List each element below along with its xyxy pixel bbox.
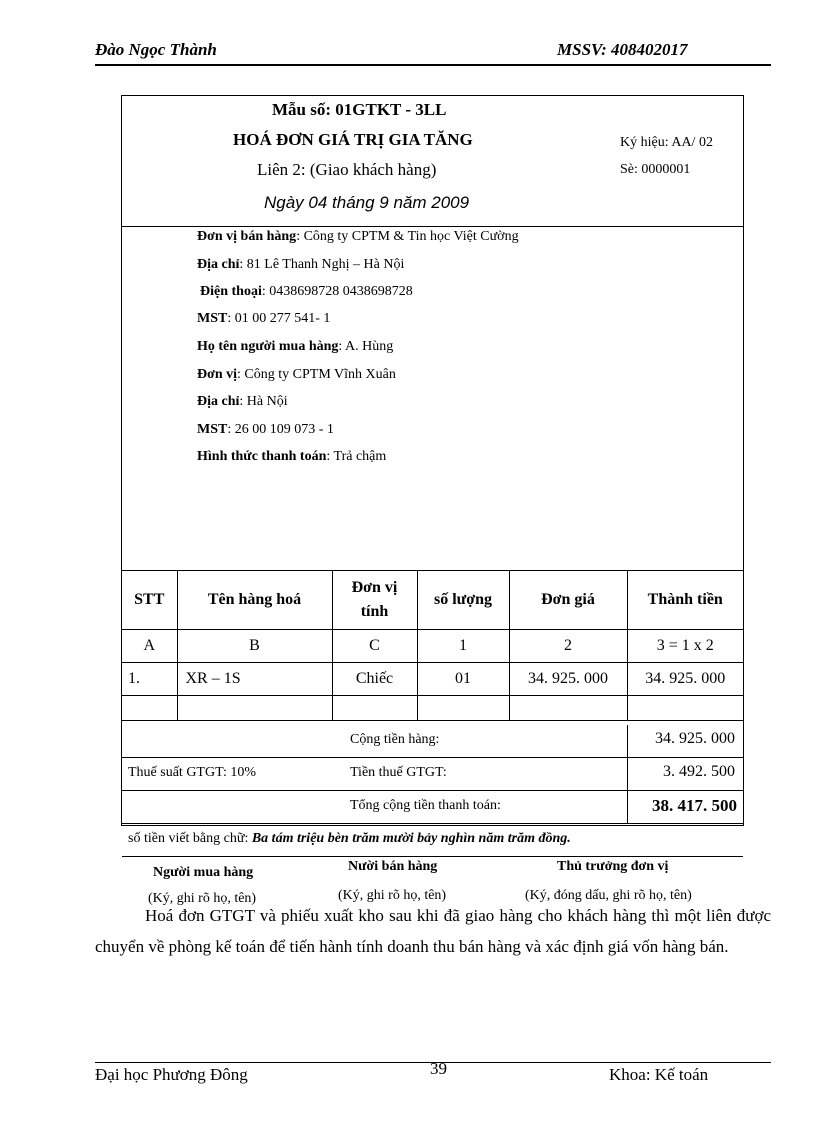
amount-in-words — [128, 831, 571, 847]
invoice-title: HOÁ ĐƠN GIÁ TRỊ GIA TĂNG — [233, 130, 473, 149]
code-cell: 3 = 1 x 2 — [627, 630, 743, 663]
seller-row — [197, 229, 519, 245]
seller-signature-note: (Ký, ghi rõ họ, tên) — [338, 888, 447, 903]
col-header-quantity: số lượng — [417, 571, 509, 630]
code-cell: C — [332, 630, 417, 663]
student-id: MSSV: 408402017 — [557, 40, 688, 59]
col-header-amount: Thành tiền — [627, 571, 743, 630]
body-paragraph — [95, 900, 771, 962]
amount-in-words-row — [122, 824, 743, 857]
items-table — [122, 571, 743, 721]
buyer-label: Họ tên người mua hàng — [197, 339, 339, 354]
row-item-name: XR – 1S — [177, 663, 332, 696]
buyer-unit-label: Đơn vị — [197, 367, 238, 382]
buyer-address: : Hà Nội — [239, 394, 288, 409]
phone-label: Điện thoại — [200, 284, 262, 299]
code-cell: A — [122, 630, 177, 663]
seller-tax-code: : 01 00 277 541- 1 — [227, 311, 331, 326]
footer-faculty: Khoa: Kế toán — [609, 1065, 709, 1084]
row-unit: Chiếc — [332, 663, 417, 696]
footer-university: Đại học Phương Đông — [95, 1065, 248, 1084]
seller-name: : Công ty CPTM & Tin học Việt Cường — [296, 229, 519, 244]
seller-address: : 81 Lê Thanh Nghị – Hà Nội — [239, 257, 405, 272]
col-header-unit — [332, 571, 417, 630]
seller-label: Đơn vị bán hàng — [197, 229, 297, 244]
seller-tax-row — [197, 311, 330, 327]
table-row-empty — [122, 696, 743, 721]
payment-row — [197, 449, 386, 465]
total-row — [122, 791, 743, 824]
seller-address-row — [197, 257, 404, 273]
author-name: Đào Ngọc Thành — [95, 40, 217, 59]
vat-rate: Thuế suất GTGT: 10% — [128, 765, 256, 780]
page-footer — [95, 1059, 771, 1084]
code-cell: 1 — [417, 630, 509, 663]
invoice-serial: Sè: 0000001 — [620, 162, 691, 177]
page-number: 39 — [430, 1059, 447, 1078]
col-header-price: Đơn giá — [509, 571, 627, 630]
invoice-copy: Liên 2: (Giao khách hàng) — [257, 160, 437, 179]
buyer-tax-label: MST — [197, 422, 228, 437]
buyer-signature-title: Người mua hàng — [153, 865, 254, 880]
phone-row — [200, 284, 413, 300]
col-header-name: Tên hàng hoá — [177, 571, 332, 630]
row-unit-price: 34. 925. 000 — [509, 663, 627, 696]
row-stt: 1. — [122, 663, 177, 696]
payment-method: : Trả chậm — [326, 449, 387, 464]
vat-label: Tiền thuế GTGT: — [350, 765, 447, 780]
buyer-address-row — [197, 394, 288, 410]
payment-label: Hình thức thanh toán — [197, 449, 327, 464]
total-value: 38. 417. 500 — [652, 796, 737, 815]
code-cell: B — [177, 630, 332, 663]
head-signature-title: Thủ trưởng đơn vị — [557, 859, 669, 874]
seller-signature-title: Nười bán hàng — [348, 859, 438, 874]
words-value: Ba tám triệu bèn trăm mười bảy nghìn năm trăm đồng. — [251, 831, 571, 846]
col-header-unit-line2: tính — [360, 603, 389, 620]
col-header-unit-line1: Đơn vị — [351, 579, 398, 596]
vat-value: 3. 492. 500 — [663, 763, 735, 780]
form-number: Mẫu số: 01GTKT - 3LL — [272, 100, 447, 119]
col-header-stt: STT — [122, 571, 177, 630]
seller-address-label: Địa chỉ — [197, 257, 240, 272]
subtotal-row — [122, 725, 743, 758]
table-code-row — [122, 630, 743, 663]
subtotal-label: Cộng tiền hàng: — [350, 732, 440, 747]
buyer-unit: : Công ty CPTM Vĩnh Xuân — [237, 367, 396, 382]
buyer-tax-row — [197, 422, 334, 438]
row-amount: 34. 925. 000 — [627, 663, 743, 696]
buyer-row — [197, 339, 393, 355]
seller-tax-label: MST — [197, 311, 228, 326]
buyer-tax-code: : 26 00 109 073 - 1 — [227, 422, 334, 437]
party-info-section — [122, 227, 743, 571]
page-header — [95, 38, 771, 66]
invoice-symbol: Ký hiệu: AA/ 02 — [620, 135, 713, 150]
phone-value: : 0438698728 0438698728 — [261, 284, 413, 299]
code-cell: 2 — [509, 630, 627, 663]
vat-row — [122, 758, 743, 791]
buyer-address-label: Địa chỉ — [197, 394, 240, 409]
invoice-date: Ngày 04 tháng 9 năm 2009 — [264, 193, 470, 212]
body-text: Hoá đơn GTGT và phiếu xuất kho sau khi đã giao hàng cho khách hàng thì một liên được chuyển về phòng kế toán để tiến hành tính doanh thu bán hàng và xác định giá vốn hàng bán. — [95, 906, 771, 956]
table-row — [122, 663, 743, 696]
buyer-name: : A. Hùng — [338, 339, 394, 354]
words-label: số tiền viết bằng chữ: — [128, 831, 252, 846]
row-quantity: 01 — [417, 663, 509, 696]
buyer-unit-row — [197, 367, 396, 383]
invoice-title-section — [122, 96, 743, 227]
vat-invoice — [121, 95, 744, 906]
buyer-signature-note: (Ký, ghi rõ họ, tên) — [148, 891, 257, 906]
table-header-row — [122, 571, 743, 630]
total-label: Tổng cộng tiền thanh toán: — [350, 798, 501, 813]
head-signature-note: (Ký, đóng dấu, ghi rõ họ, tên) — [525, 888, 692, 903]
subtotal-value: 34. 925. 000 — [655, 730, 735, 747]
